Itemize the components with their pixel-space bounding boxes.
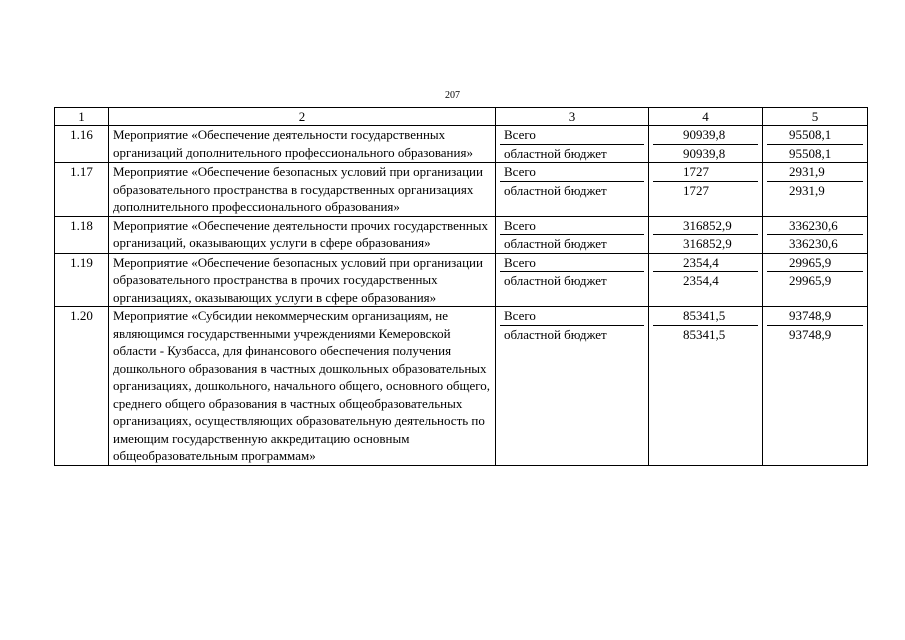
funding-source-regional: областной бюджет — [504, 273, 607, 288]
col4-regional-value: 85341,5 — [683, 326, 726, 342]
header-cell-5: 5 — [763, 108, 868, 126]
col4-regional-value: 2354,4 — [683, 273, 719, 288]
funding-source-cell — [496, 253, 649, 307]
row-number: 1.18 — [55, 216, 109, 253]
col5-total-value: 2931,9 — [767, 163, 863, 182]
activity-description: Мероприятие «Обеспечение безопасных условий при организации образовательного пространства в прочих государственных организациях, оказывающих услуги в сфере образования» — [109, 253, 496, 307]
col4-total-value: 2354,4 — [653, 254, 758, 273]
col4-cell — [649, 126, 763, 163]
funding-source-cell — [496, 126, 649, 163]
page-number: 207 — [445, 90, 460, 101]
funding-source-total: Всего — [500, 307, 644, 326]
header-cell-4: 4 — [649, 108, 763, 126]
funding-source-total: Всего — [500, 254, 644, 273]
col5-regional-value: 2931,9 — [789, 182, 825, 198]
col4-total-value: 85341,5 — [653, 307, 758, 326]
col4-cell — [649, 163, 763, 217]
table-row — [55, 216, 868, 253]
col4-cell — [649, 307, 763, 466]
table-row — [55, 253, 868, 307]
funding-source-cell — [496, 307, 649, 466]
budget-table — [54, 107, 868, 466]
header-row — [55, 108, 868, 126]
activity-description: Мероприятие «Обеспечение деятельности государственных организаций дополнительного профессионального образования» — [109, 126, 496, 163]
col4-cell — [649, 253, 763, 307]
col5-regional-value: 95508,1 — [789, 145, 832, 161]
col5-regional-value: 93748,9 — [789, 326, 832, 342]
row-number: 1.16 — [55, 126, 109, 163]
header-cell-3: 3 — [496, 108, 649, 126]
col5-regional-value: 336230,6 — [789, 236, 838, 251]
funding-source-regional: областной бюджет — [504, 236, 607, 251]
col4-total-value: 90939,8 — [653, 126, 758, 145]
activity-description: Мероприятие «Обеспечение безопасных условий при организации образовательного пространства в государственных организациях дополнительного профессионального образования» — [109, 163, 496, 217]
col5-total-value: 29965,9 — [767, 254, 863, 273]
funding-source-total: Всего — [500, 163, 644, 182]
col4-regional-value: 316852,9 — [683, 236, 732, 251]
table-row — [55, 307, 868, 466]
funding-source-regional: областной бюджет — [504, 326, 607, 342]
col5-total-value: 93748,9 — [767, 307, 863, 326]
col4-regional-value: 1727 — [683, 182, 709, 198]
col4-regional-value: 90939,8 — [683, 145, 726, 161]
funding-source-total: Всего — [500, 217, 644, 236]
row-number: 1.19 — [55, 253, 109, 307]
col5-total-value: 336230,6 — [767, 217, 863, 236]
col5-cell — [763, 307, 868, 466]
funding-source-cell — [496, 216, 649, 253]
row-number: 1.20 — [55, 307, 109, 466]
header-cell-2: 2 — [109, 108, 496, 126]
col5-regional-value: 29965,9 — [789, 273, 832, 288]
activity-description: Мероприятие «Обеспечение деятельности прочих государственных организаций, оказывающих услуги в сфере образования» — [109, 216, 496, 253]
table-row — [55, 163, 868, 217]
row-number: 1.17 — [55, 163, 109, 217]
funding-source-regional: областной бюджет — [504, 145, 607, 161]
col5-total-value: 95508,1 — [767, 126, 863, 145]
col4-cell — [649, 216, 763, 253]
activity-description: Мероприятие «Субсидии некоммерческим организациям, не являющимся государственными учреждениями Кемеровской области - Кузбасса, для финансового обеспечения получения дошкольного образования в частных дошкольных образовательных организациях, дошкольного, начального общего, основного общего, среднего общего образования в частных общеобразовательных организациях, осуществляющих образовательную деятельность по имеющим государственную аккредитацию основным общеобразовательным программам» — [109, 307, 496, 466]
funding-source-regional: областной бюджет — [504, 182, 607, 198]
table-row — [55, 126, 868, 163]
col4-total-value: 316852,9 — [653, 217, 758, 236]
col5-cell — [763, 126, 868, 163]
header-cell-1: 1 — [55, 108, 109, 126]
funding-source-total: Всего — [500, 126, 644, 145]
col4-total-value: 1727 — [653, 163, 758, 182]
col5-cell — [763, 253, 868, 307]
col5-cell — [763, 216, 868, 253]
col5-cell — [763, 163, 868, 217]
funding-source-cell — [496, 163, 649, 217]
